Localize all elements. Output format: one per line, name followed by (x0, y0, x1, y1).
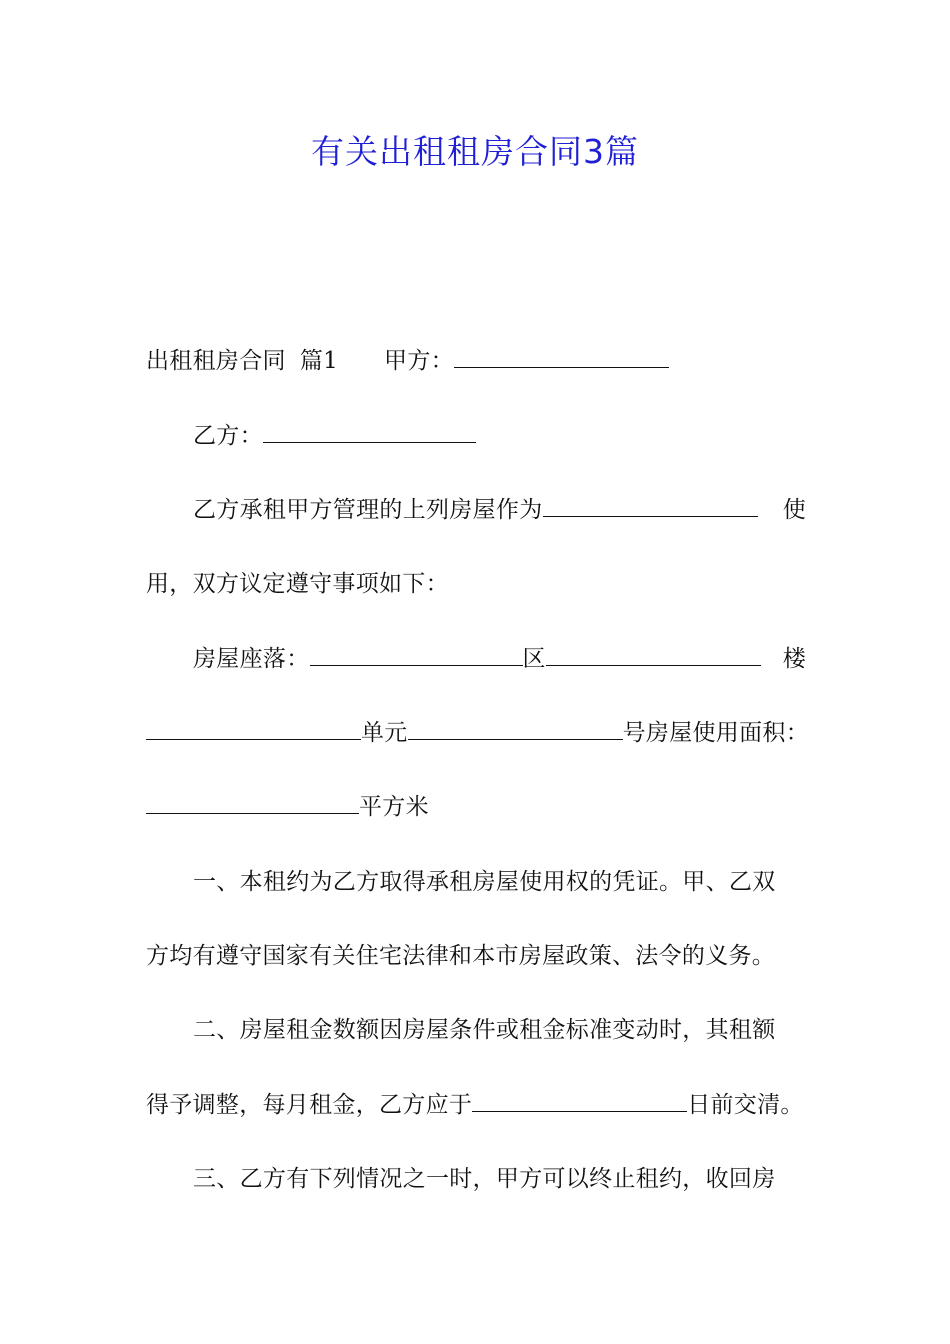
usage-line (193, 494, 806, 526)
party-a-label: 甲方： (384, 348, 454, 374)
contract-piece-label: 篇1 (299, 348, 339, 374)
unit-line (146, 717, 810, 749)
usage-end: 使 (782, 497, 806, 523)
unit-blank (408, 717, 623, 740)
district-label: 区 (522, 646, 546, 672)
usage-blank (543, 494, 758, 517)
clause-3-text-1: 三、乙方有下列情况之一时，甲方可以终止租约，收回房 (193, 1166, 776, 1192)
area-label: 号房屋使用面积： (622, 720, 810, 746)
party-b-blank (263, 420, 476, 443)
contract-heading: 出租租房合同 (146, 348, 286, 374)
area-unit: 平方米 (359, 794, 429, 820)
location-blank (310, 643, 523, 666)
building-blank (146, 717, 361, 740)
clause-2-end: 日前交清。 (687, 1092, 804, 1118)
party-b-line (193, 420, 806, 452)
clause-2-line-1 (193, 1014, 806, 1046)
agreement-text: 用，双方议定遵守事项如下： (146, 571, 449, 597)
area-line (146, 791, 806, 823)
location-line (193, 643, 806, 675)
district-blank (546, 643, 761, 666)
clause-2-text-1: 二、房屋租金数额因房屋条件或租金标准变动时，其租额 (193, 1017, 776, 1043)
unit-label: 单元 (361, 720, 408, 746)
clause-1-line-1 (193, 866, 806, 898)
clause-3-line-1 (193, 1163, 806, 1195)
payment-date-blank (472, 1089, 687, 1112)
clause-1-line-2 (146, 940, 806, 972)
clause-2-text-2: 得予调整，每月租金，乙方应于 (146, 1092, 473, 1118)
clause-1-text-2: 方均有遵守国家有关住宅法律和本市房屋政策、法令的义务。 (146, 943, 776, 969)
area-blank (146, 791, 359, 814)
document-title: 有关出租租房合同3篇 (311, 132, 639, 171)
usage-text: 乙方承租甲方管理的上列房屋作为 (193, 497, 543, 523)
clause-2-line-2 (146, 1089, 806, 1121)
contract-heading-line (146, 345, 806, 377)
party-b-label: 乙方： (193, 423, 263, 449)
agreement-line (146, 568, 806, 600)
location-label: 房屋座落： (193, 646, 310, 672)
building-label: 楼 (782, 646, 806, 672)
clause-1-text-1: 一、本租约为乙方取得承租房屋使用权的凭证。甲、乙双 (193, 869, 776, 895)
party-a-blank (454, 345, 669, 368)
